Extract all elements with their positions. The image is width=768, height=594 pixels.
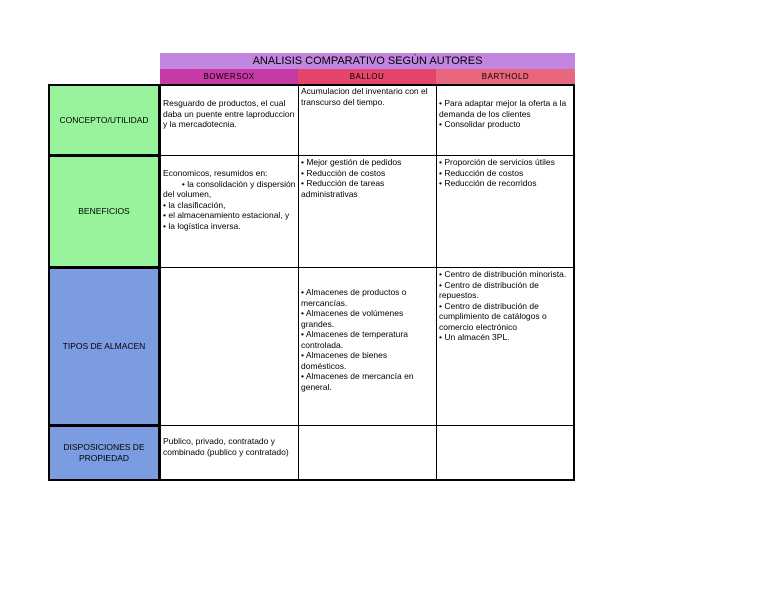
cell-line: • el almacenamiento estacional, y <box>163 210 290 220</box>
cell-beneficios-barthold <box>436 155 575 268</box>
cell-line: • Almacenes de volúmenes grandes. <box>301 308 406 329</box>
column-header-barthold: BARTHOLD <box>436 69 575 84</box>
cell-line: • Para adaptar mejor la oferta a la demanda de los clientes <box>439 98 569 119</box>
cell-beneficios-bowersox <box>160 155 299 268</box>
cell-line: • Proporción de servicios útiles <box>439 157 555 167</box>
cell-disposiciones-bowersox <box>160 425 299 481</box>
cell-line: • Reducción de costos <box>301 167 386 178</box>
cell-line: • Almacenes de productos o mercancías. <box>301 287 409 308</box>
cell-line: • Reducción de costos <box>439 167 524 178</box>
row-header-beneficios: BENEFICIOS <box>48 155 160 268</box>
cell-disposiciones-barthold <box>436 425 575 481</box>
table-title: ANALISIS COMPARATIVO SEGÚN AUTORES <box>160 53 575 69</box>
cell-line: Resguardo de productos, el cual daba un puente entre laproduccion y la mercadotecnia. <box>163 98 297 129</box>
cell-line: • Centro de distribución minorista. <box>439 269 567 279</box>
cell-line: • la clasificación, <box>163 199 226 210</box>
row-header-disposiciones: DISPOSICIONES DE PROPIEDAD <box>48 425 160 481</box>
cell-line: • Un almacén 3PL. <box>439 332 510 342</box>
cell-tipos-barthold <box>436 267 575 426</box>
cell-line: • Almacenes de temperatura controlada. <box>301 329 411 350</box>
cell-tipos-bowersox <box>160 267 299 426</box>
cell-line: • la consolidación y dispersión del volumen, <box>163 178 298 199</box>
cell-line: • Centro de distribución de repuestos. <box>439 279 542 300</box>
cell-tipos-ballou <box>298 267 437 426</box>
cell-line: Economicos, resumidos en: <box>163 168 268 178</box>
row-header-concepto: CONCEPTO/UTILIDAD <box>48 84 160 156</box>
cell-line: • la logística inversa. <box>163 220 241 231</box>
column-header-ballou: BALLOU <box>298 69 436 84</box>
cell-line: • Centro de distribución de cumplimiento de catálogos o comercio electrónico <box>439 300 550 332</box>
cell-concepto-ballou <box>298 84 437 156</box>
cell-line: • Mejor gestión de pedidos <box>301 157 402 167</box>
cell-line: Publico, privado, contratado y combinado (publico y contratado) <box>163 436 289 457</box>
cell-line: • Almacenes de bienes domésticos. <box>301 350 390 371</box>
cell-line: • Almacenes de mercancía en general. <box>301 371 416 392</box>
cell-concepto-bowersox <box>160 84 299 156</box>
cell-line: • Consolidar producto <box>439 119 521 129</box>
row-header-tipos: TIPOS DE ALMACEN <box>48 267 160 426</box>
cell-concepto-barthold <box>436 84 575 156</box>
cell-line: • Reducción de recorridos <box>439 178 537 188</box>
column-header-bowersox: BOWERSOX <box>160 69 298 84</box>
cell-line: Acumulacion del inventario con el transcurso del tiempo. <box>301 86 431 107</box>
cell-line: • Reducción de tareas administrativas <box>301 178 387 199</box>
cell-disposiciones-ballou <box>298 425 437 481</box>
cell-beneficios-ballou <box>298 155 437 268</box>
